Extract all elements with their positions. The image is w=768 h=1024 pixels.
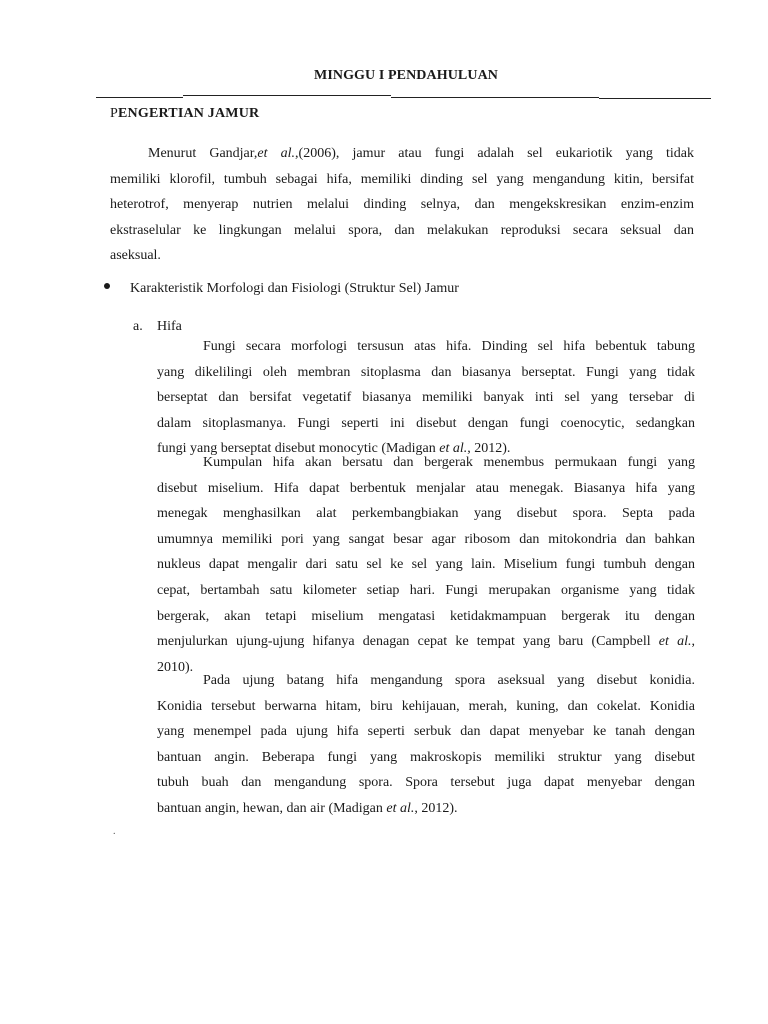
text-line [157,604,695,630]
text-segment: menjulurkan ujung-ujung hifanya denagan cepat ke tempat yang baru (Campbell [157,634,659,650]
text-segment: heterotrof, menyerap nutrien melalui dinding selnya, dan mengekskresikan enzim-enzim [110,197,694,213]
section-heading [110,106,259,122]
text-line [157,770,695,796]
text-line [110,192,694,218]
text-segment: tubuh buah dan mengandung spora. Spora tersebut juga dapat menyebar dengan [157,775,695,791]
text-segment: Fungi secara morfologi tersusun atas hifa. Dinding sel hifa bebentuk tabung [203,339,695,354]
text-segment: Pada ujung batang hifa mengandung spora aseksual yang disebut konidia. [203,673,695,688]
bullet-icon [104,283,110,289]
text-segment: bantuan angin. Beberapa fungi yang makroskopis memiliki struktur yang disebut [157,749,695,765]
text-segment: yang dikelilingi oleh membran sitoplasma dan biasanya berseptat. Fungi yang tidak [157,364,695,380]
text-segment: menegak menghasilkan alat perkembangbiakan yang disebut spora. Septa pada [157,506,695,522]
text-segment: memiliki klorofil, tumbuh sebagai hifa, memiliki dinding sel yang mengandung kitin, bersifat [110,171,694,187]
text-segment: yang menempel pada ujung hifa seperti serbuk dan dapat menyebar ke tanah dengan [157,724,695,740]
section-heading-rest: ENGERTIAN JAMUR [118,106,260,121]
text-segment: Konidia tersebut berwarna hitam, biru kehijauan, merah, kuning, dan cokelat. Konidia [157,698,695,714]
text-segment: , [691,634,695,650]
text-line [110,141,694,167]
hifa-paragraph-3 [157,668,695,822]
text-segment: bergerak, akan tetapi miselium mengatasi ketidakmampuan bergerak itu dengan [157,608,695,624]
citation-italic: et al. [257,146,296,161]
text-segment: cepat, bertambah satu kilometer setiap hari. Fungi merupakan organisme yang tidak [157,582,695,598]
citation-italic: et al. [658,634,692,650]
text-line [157,552,695,578]
text-line [157,629,695,655]
hifa-paragraph-1 [157,334,695,462]
title-underline-segment [391,97,599,98]
text-segment: fungi yang berseptat disebut monocytic (Madigan [157,441,440,457]
text-segment: nukleus dapat mengalir dari satu sel ke sel yang lain. Miselium fungi tumbuh dengan [157,557,695,573]
text-line [157,411,695,437]
text-line [157,694,695,720]
hifa-paragraph-2 [157,450,695,680]
text-line [157,385,695,411]
text-line [157,745,695,771]
text-segment: , 2012). [467,441,511,457]
section-heading-initial: P [110,106,118,121]
text-line [157,450,695,476]
text-segment: ,(2006), jamur atau fungi adalah sel eukariotik yang tidak [295,146,695,161]
text-segment: , 2012). [414,800,458,816]
text-line [157,796,695,822]
text-line [157,476,695,502]
text-segment: Menurut Gandjar, [148,146,258,161]
title-underline-segment [599,98,711,99]
text-line [110,243,694,269]
text-segment: bantuan angin, hewan, dan air (Madigan [157,800,387,816]
text-segment: 2010). [157,659,194,675]
text-line [157,334,695,360]
sublist-marker: a. [133,319,143,334]
sublist-label: Hifa [157,319,182,334]
text-line [157,668,695,694]
text-line [110,167,694,193]
text-segment: disebut miselium. Hifa dapat berbentuk menjalar atau menegak. Biasanya hifa yang [157,480,695,496]
title-underline-segment [183,95,391,96]
trailing-mark: . [113,826,116,837]
text-segment: Kumpulan hifa akan bersatu dan bergerak menembus permukaan fungi yang [203,455,695,470]
text-segment: berseptat dan bersifat vegetatif biasanya memiliki banyak inti sel yang tersebar di [157,390,695,406]
text-line [157,719,695,745]
citation-italic: et al. [386,800,415,816]
text-line [157,578,695,604]
text-segment: dalam sitoplasmanya. Fungi seperti ini disebut dengan fungi coenocytic, sedangkan [157,415,695,431]
page-title: MINGGU I PENDAHULUAN [314,68,498,83]
text-line [157,527,695,553]
text-line [157,501,695,527]
text-segment: ekstraselular ke lingkungan melalui spora, dan melakukan reproduksi secara seksual dan [110,222,694,238]
bullet-item-text: Karakteristik Morfologi dan Fisiologi (Struktur Sel) Jamur [130,281,459,296]
citation-italic: et al. [439,441,468,457]
text-line [157,360,695,386]
text-segment: umumnya memiliki pori yang sangat besar agar ribosom dan mitokondria dan bahkan [157,531,695,547]
title-underline-segment [96,97,183,98]
text-segment: aseksual. [110,248,161,264]
text-line [110,218,694,244]
intro-paragraph [110,141,694,269]
